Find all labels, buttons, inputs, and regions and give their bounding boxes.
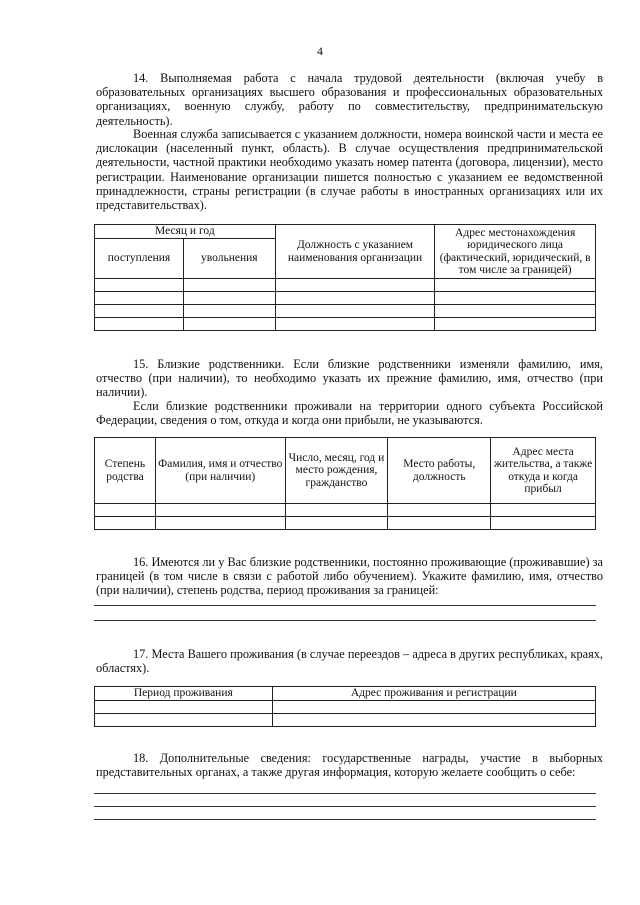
section-14-heading: 14. Выполняемая работа с начала трудовой деятельности (включая учебу в образовательных организациях высшего образования и профессиональных образовательных организациях, военную службу, работу по совместительству, предпринимательскую деятельность). [96,71,603,128]
table-row [95,517,596,530]
work-history-table [94,224,596,331]
section-15-note: Если близкие родственники проживали на территории одного субъекта Российской Федерации, сведения о том, откуда и когда они прибыли, не указываются. [96,399,603,428]
table-row [95,714,596,727]
table-row [95,292,596,305]
table-row [95,279,596,292]
residence-header: Адрес места жительства, а также откуда и когда прибыл [491,438,596,504]
section-15-heading: 15. Близкие родственники. Если близкие родственники изменяли фамилию, имя, отчество (при наличии), то необходимо указать их прежние фамилию, имя, отчество (при наличии). [96,357,603,400]
table-row [95,504,596,517]
table-row [95,305,596,318]
answer-line[interactable] [94,620,596,621]
answer-line[interactable] [94,605,596,606]
org-address-header: Адрес местонахождения юридического лица (фактический, юридический, в том числе за границей) [435,225,596,279]
answer-line[interactable] [94,819,596,820]
table-row [95,701,596,714]
dismissed-header: увольнения [183,239,275,279]
relation-header: Степень родства [95,438,156,504]
hired-header: поступления [95,239,184,279]
page-number: 4 [317,44,323,58]
position-header: Должность с указанием наименования организации [275,225,435,279]
address-header: Адрес проживания и регистрации [272,687,595,701]
work-header: Место работы, должность [388,438,491,504]
section-18-text: 18. Дополнительные сведения: государственные награды, участие в выборных представительных органах, а также другая информация, которую желаете сообщить о себе: [96,751,603,780]
name-header: Фамилия, имя и отчество (при наличии) [155,438,285,504]
section-17-text: 17. Места Вашего проживания (в случае переездов – адреса в других республиках, краях, областях). [96,647,603,676]
month-year-header: Месяц и год [95,225,276,239]
birth-header: Число, месяц, год и место рождения, гражданство [285,438,388,504]
answer-line[interactable] [94,793,596,794]
period-header: Период проживания [95,687,273,701]
residence-table [94,686,596,727]
section-16-text: 16. Имеются ли у Вас близкие родственники, постоянно проживающие (проживавшие) за границей (в том числе в связи с работой либо обучением). Укажите фамилию, имя, отчество (при наличии), степень родства, период проживания за границей: [96,555,603,598]
section-14-note: Военная служба записывается с указанием должности, номера воинской части и места ее дислокации (населенный пункт, область). В случае осуществления предпринимательской деятельности, частной практики необходимо указать номер патента (договора, лицензии), место регистрации. Наименование организации пишется полностью с указанием ее ведомственной принадлежности, страны регистрации (в случае работы в иностранных организациях или их представительствах). [96,127,603,213]
answer-line[interactable] [94,806,596,807]
relatives-table [94,437,596,530]
table-row [95,318,596,331]
